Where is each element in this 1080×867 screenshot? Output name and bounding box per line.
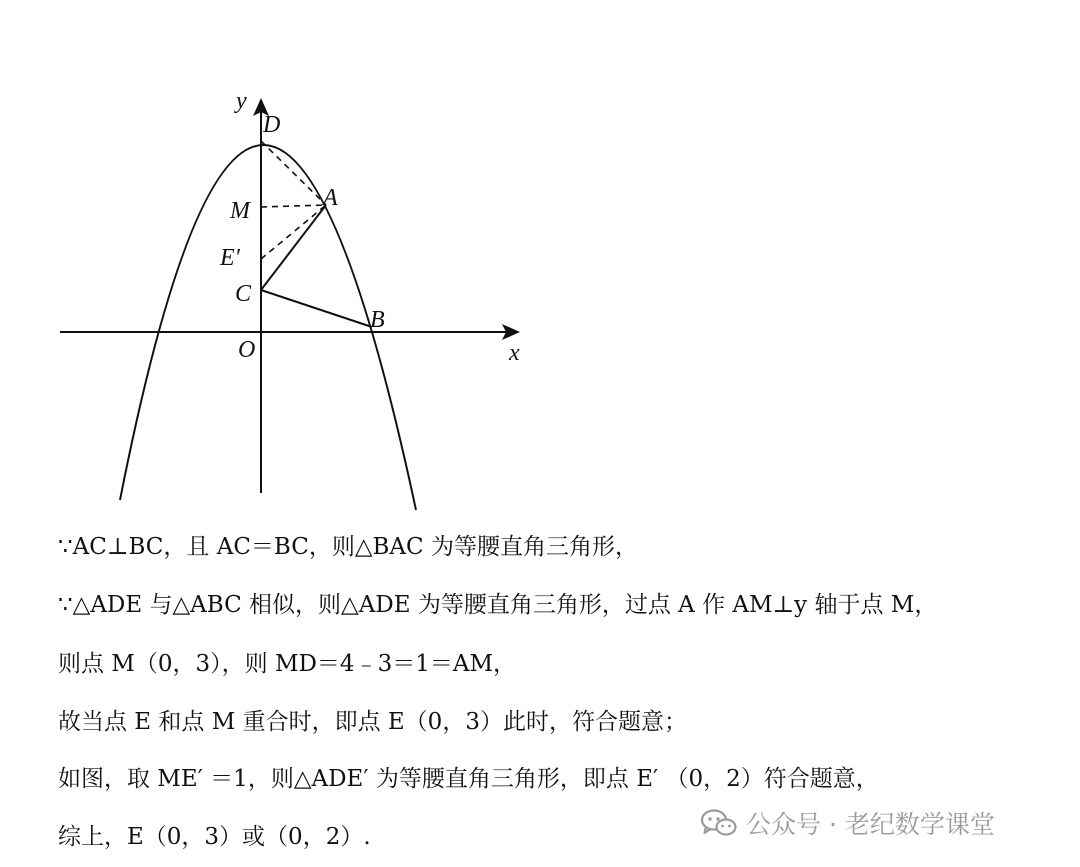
wechat-icon [700, 808, 738, 838]
watermark [700, 806, 995, 840]
watermark-text: 公众号 · 老纪数学课堂 [746, 810, 995, 839]
dashed-MA [261, 205, 326, 207]
label-E-prime: E′ [220, 245, 240, 271]
dashed-E'A [261, 205, 326, 259]
label-A: A [323, 185, 338, 211]
solution-line-2: ∵△ADE 与△ABC 相似，则△ADE 为等腰直角三角形，过点 A 作 AM⊥y 轴于点 M， [58, 592, 938, 618]
dashed-DA [261, 141, 326, 205]
label-C: C [235, 281, 252, 307]
label-B: B [370, 307, 385, 333]
label-D: D [263, 112, 281, 138]
label-O: O [238, 337, 256, 363]
solution-line-6: 综上，E（0，3）或（0，2）. [58, 824, 371, 850]
solution-line-1: ∵AC⊥BC，且 AC＝BC，则△BAC 为等腰直角三角形， [58, 534, 638, 560]
solution-line-3: 则点 M（0，3），则 MD＝4﹣3＝1＝AM， [58, 651, 516, 677]
label-x: x [509, 340, 520, 366]
label-y: y [236, 88, 247, 114]
solution-line-4: 故当点 E 和点 M 重合时，即点 E（0，3）此时，符合题意； [58, 709, 687, 735]
solution-line-5: 如图，取 ME′ ＝1，则△ADE′ 为等腰直角三角形，即点 E′ （0，2）符合题意， [58, 766, 879, 792]
label-M: M [230, 198, 250, 224]
segment-AC [261, 205, 326, 290]
segment-CB [261, 290, 372, 327]
